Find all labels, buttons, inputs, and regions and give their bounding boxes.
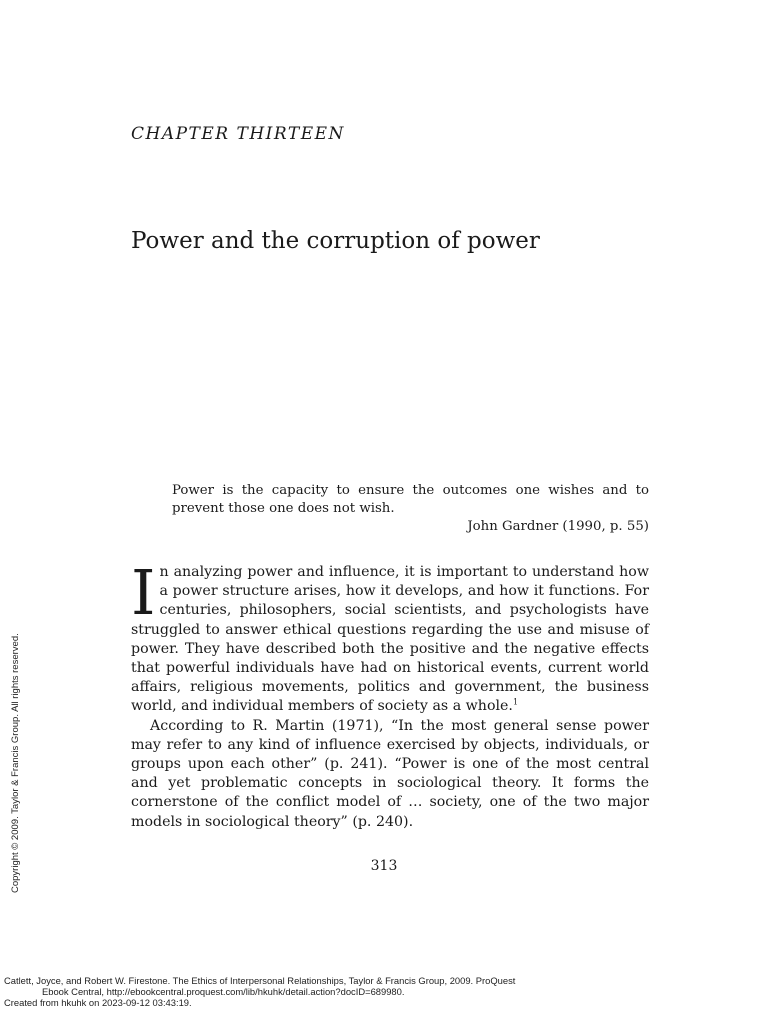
- body-text: [131, 556, 649, 832]
- citation-footer: [4, 975, 764, 1008]
- drop-cap: I: [131, 556, 156, 629]
- chapter-title: Power and the corruption of power: [131, 228, 540, 254]
- chapter-label: CHAPTER THIRTEEN: [131, 124, 345, 144]
- paragraph-1: [131, 556, 649, 717]
- page-number: 313: [370, 858, 398, 874]
- side-copyright: Copyright © 2009. Taylor & Francis Group. All rights reserved.: [10, 633, 21, 893]
- paragraph-2: According to R. Martin (1971), “In the most general sense power may refer to any kind of influence exercised by objects, individuals, or groups upon each other” (p. 241). “Power is one of the most central and yet problematic concepts in sociological theory. It forms the cornerstone of the conflict model of … society, one of the two major models in sociological theory” (p. 240).: [131, 717, 649, 830]
- citation-line-3: Created from hkuhk on 2023-09-12 03:43:19.: [4, 997, 192, 1008]
- epigraph-attribution: John Gardner (1990, p. 55): [467, 519, 649, 534]
- citation-line-1: Catlett, Joyce, and Robert W. Firestone. The Ethics of Interpersonal Relationships, Taylor & Francis Group, 2009. ProQuest: [4, 975, 516, 986]
- epigraph-text: Power is the capacity to ensure the outcomes one wishes and to prevent those one does not wish.: [172, 483, 649, 516]
- footnote-marker: 1: [512, 697, 519, 707]
- epigraph: [172, 482, 649, 536]
- citation-line-2: Ebook Central, http://ebookcentral.proquest.com/lib/hkuhk/detail.action?docID=689980.: [42, 986, 405, 997]
- paragraph-1-text: n analyzing power and influence, it is important to understand how a power structure arises, how it develops, and how it functions. For centuries, philosophers, social scientists, and psychologists have struggled to answer ethical questions regarding the use and misuse of power. They have described both the positive and the negative effects that powerful individuals have had on historical events, current world affairs, religious movements, politics and government, the business world, and individual members of society as a whole.: [131, 564, 649, 715]
